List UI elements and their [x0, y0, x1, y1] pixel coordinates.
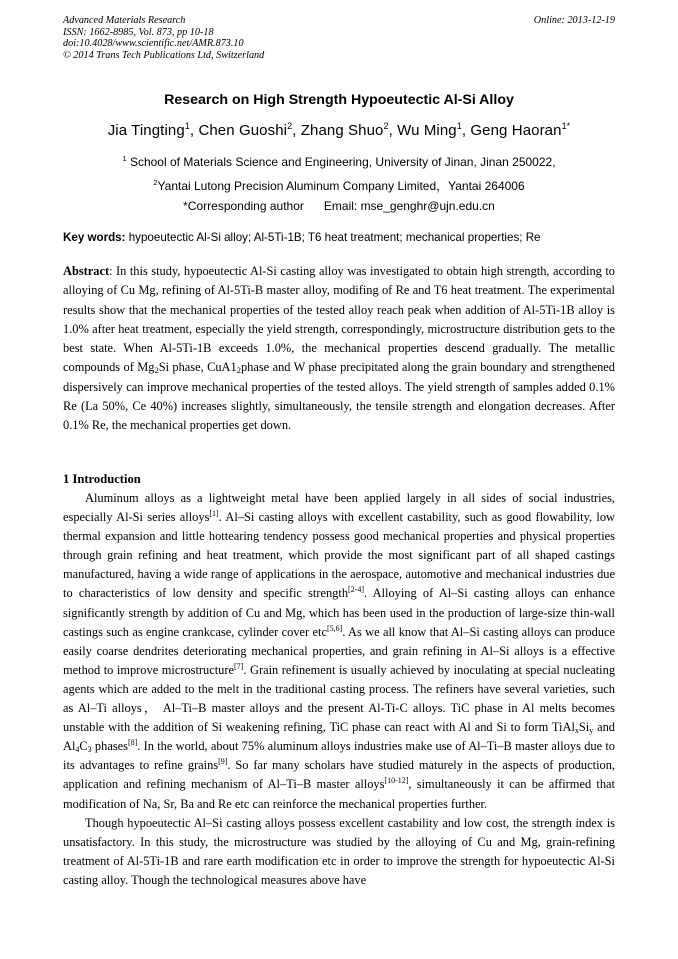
abstract-text: phase and W phase precipitated along the grain boundary and strengthened dispersively can improve mechanical properties of the tested alloys. The yield strength of samples added 0.1% Re (La 50%, Ce 40%) increases slightly, simultaneously, the tensile strength and elongation decreases. After 0.1% Re, the mechanical properties get down.	[63, 360, 615, 432]
abstract-subscript: 2	[236, 365, 241, 376]
keywords	[63, 231, 623, 244]
section-heading-introduction: 1 Introduction	[63, 472, 141, 486]
citation: [8]	[127, 738, 138, 748]
abstract-text: : In this study, hypoeutectic Al-Si casting alloy was investigated to obtain high strength, according to alloying of Cu Mg, refining of Al-5Ti-B master alloy, modifing of Re and T6 heat treatment. The experimental results show that the mechanical properties of the tested alloy reach peak when addition of Al-5Ti-1B alloy is 1.0% after heat treatment, especially the yield strength, correspondingly, microstructure distribution gets to the best state. When Al-5Ti-1B exceeds 1.0%, the mechanical properties descend gradually. The metallic compounds of Mg	[63, 264, 615, 375]
subscript: x	[574, 726, 579, 736]
subscript: 3	[87, 745, 92, 755]
paragraph-text: Aluminum alloys as a lightweight metal have been applied largely in all sides of social industries, especially Al-Si series alloys	[63, 491, 615, 525]
keywords-text: hypoeutectic Al-Si alloy; Al-5Ti-1B; T6 heat treatment; mechanical properties; Re	[128, 231, 541, 244]
affiliation-text: School of Materials Science and Engineering, University of Jinan, Jinan 250022,	[129, 155, 556, 169]
affiliation-1	[0, 155, 678, 169]
author-name: Zhang Shuo	[300, 122, 384, 139]
affiliation-2	[0, 177, 678, 194]
affiliation-number: 1	[122, 154, 127, 163]
author-email: Email: mse_genghr@ujn.edu.cn	[323, 199, 495, 213]
issn-line: ISSN: 1662-8985, Vol. 873, pp 10-18	[63, 26, 214, 38]
author-name: Wu Ming	[397, 122, 457, 139]
citation: [9]	[218, 757, 228, 767]
paragraph-text: phases	[91, 739, 128, 754]
affiliation-number: 2	[153, 178, 158, 187]
doi-line: doi:10.4028/www.scientific.net/AMR.873.10	[63, 38, 244, 50]
citation: [2-4]	[348, 585, 365, 595]
author-affiliation-mark: 1*	[561, 121, 571, 131]
citation: [10-12]	[384, 776, 409, 786]
online-date: Online: 2013-12-19	[533, 15, 615, 26]
corresponding-author-line	[0, 199, 678, 213]
author-affiliation-mark: 1	[184, 121, 190, 131]
abstract-label: Abstract	[63, 264, 110, 278]
paragraph-text: , simultaneously it can be affirmed that modification of Na, Sr, Ba and Re etc can reinforce the mechanical properties further.	[63, 777, 615, 811]
author-list: Jia Tingting$^1$, Chen Guoshi$^2$, Zhang Shuo$^2$, Wu Ming$^1$, Geng Haoran$^{1*}$	[107, 121, 571, 139]
author-name: Jia Tingting	[107, 122, 185, 139]
paragraph	[63, 489, 615, 814]
abstract	[63, 262, 615, 435]
corresponding-author-label: *Corresponding author	[183, 199, 304, 213]
abstract-subscript: 2	[154, 365, 159, 376]
paragraph-text: . Alloying of Al–Si casting alloys can enhance significantly strength by addition of Cu and Mg, which has been used in the production of large-size thin-wall castings such as engine crankcase, cylinder cover etc	[63, 586, 615, 639]
paragraph-text: C	[79, 739, 88, 754]
paper-title: Research on High Strength Hypoeutectic Al-Si Alloy	[164, 92, 514, 108]
paragraph-text: . So far many scholars have studied maturely in the aspects of production, application and refining mechanism of Al–Ti–B master alloys	[63, 758, 615, 792]
citation: [5,6]	[326, 623, 343, 633]
keywords-label: Key words:	[63, 231, 126, 244]
author-affiliation-mark: 2	[287, 121, 293, 131]
author-affiliation-mark: 1	[456, 121, 462, 131]
paragraph-text: . As we all know that Al–Si casting alloys can produce easily coarse dendrites deteriorating mechanical properties, and grain refining in Al–Si alloys is a effective method to improve microstructure	[63, 624, 615, 677]
abstract-text: Si phase, CuA1	[158, 360, 237, 375]
author-affiliation-mark: 2	[383, 121, 389, 131]
citation: [1]	[209, 509, 219, 519]
copyright-line: © 2014 Trans Tech Publications Ltd, Switzerland	[63, 49, 265, 61]
subscript: 4	[75, 745, 80, 755]
paragraph-text: . In the world, about 75% aluminum alloys industries make use of Al–Ti–B master alloys due to its advantages to refine grains	[63, 739, 615, 773]
citation: [7]	[234, 661, 244, 671]
affiliation-text: Yantai Lutong Precision Aluminum Company Limited，Yantai 264006	[157, 179, 525, 193]
author-name: Geng Haoran	[470, 122, 562, 139]
introduction-body	[63, 489, 615, 890]
author-name: Chen Guoshi	[198, 122, 288, 139]
paragraph-text: . Al–Si casting alloys with excellent castability, such as good flowability, low thermal expansion and little hottearing tendency possess good mechanical properties and physical properties through grain refining and heat treatment, which provide the most significant part of all shaped castings manufactured, having a wide range of applications in the aerospace, automotive and mechanical industries due to characteristics of low density and specific strength	[63, 510, 615, 601]
paragraph-text: and Al	[63, 720, 615, 754]
subscript: y	[589, 726, 594, 736]
paragraph-text: . Grain refinement is usually achieved by inoculating at special nucleating agents which are added to the melt in the traditional casting process. The refiners have several varieties, such as Al–Ti alloys， Al–Ti–B master alloys and the present Al-Ti-C alloys. TiC phase in Al melts becomes unstable with the addition of Si weakening refining, TiC phase can react with Al and Si to form TiAl	[63, 662, 616, 735]
paragraph: Though hypoeutectic Al–Si casting alloys possess excellent castability and low cost, the strength index is unsatisfactory. In this study, the microstructure was studied by the alloying of Cu and Mg, grain-refining treatment of Al-5Ti-1B and rare earth modification etc in order to improve the strength for hypoeutectic Al-Si casting alloy. Though the technological measures above have	[63, 815, 615, 887]
journal-name: Advanced Materials Research	[63, 15, 186, 26]
journal-header	[63, 15, 615, 61]
paragraph-text: Si	[578, 720, 590, 735]
